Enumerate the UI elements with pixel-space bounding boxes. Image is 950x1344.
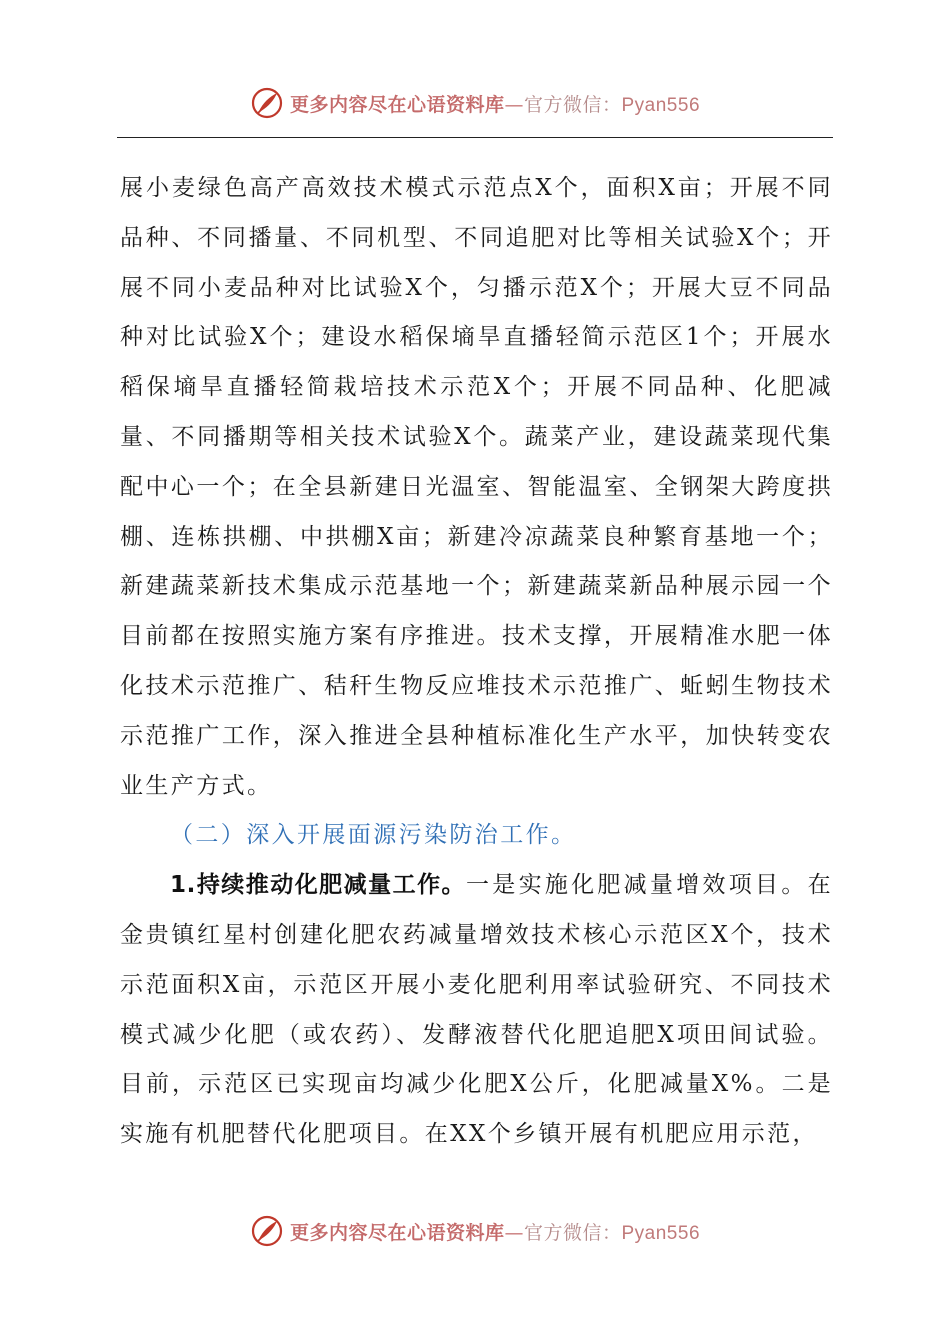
body-paragraph: 展小麦绿色高产高效技术模式示范点X个，面积X亩；开展不同品种、不同播量、不同机型、不同追肥对比等相关试验X个；开展不同小麦品种对比试验X个，匀播示范X个；开展大豆不同品种对比试验X个；建设水稻保墒旱直播轻简示范区1个；开展水稻保墒旱直播轻简栽培技术示范X个；开展不同品种、化肥减量、不同播期等相关技术试验X个。蔬菜产业，建设蔬菜现代集配中心一个；在全县新建日光温室、智能温室、全钢架大跨度拱棚、连栋拱棚、中拱棚X亩；新建冷凉蔬菜良种繁育基地一个；新建蔬菜新技术集成示范基地一个；新建蔬菜新品种展示园一个目前都在按照实施方案有序推进。技术支撑，开展精准水肥一体化技术示范推广、秸秆生物反应堆技术示范推广、蚯蚓生物技术示范推广工作，深入推进全县种植标准化生产水平，加快转变农业生产方式。 [120, 175, 833, 799]
banner-text [290, 90, 700, 117]
banner-text [290, 1218, 700, 1245]
banner-wechat-label: 官方微信： [523, 1221, 622, 1244]
banner-brand: 更多内容尽在心语资料库 [289, 93, 505, 116]
numbered-item-paragraph [120, 861, 833, 1160]
quill-logo-icon [250, 1214, 284, 1248]
header-banner [0, 83, 950, 123]
banner-wechat-id: Pyan556 [621, 1222, 701, 1244]
document-body [120, 164, 833, 1160]
banner-dash: — [504, 1221, 524, 1244]
section-heading: （二）深入开展面源污染防治工作。 [170, 822, 577, 849]
banner-wechat-id: Pyan556 [621, 94, 701, 116]
banner-brand: 更多内容尽在心语资料库 [289, 1221, 505, 1244]
header-divider [117, 137, 833, 138]
banner-wechat-label: 官方微信： [523, 93, 622, 116]
footer-banner [0, 1211, 950, 1251]
quill-logo-icon [250, 86, 284, 120]
item-lead-title: 1.持续推动化肥减量工作。 [170, 872, 467, 899]
item-body-text: 一是实施化肥减量增效项目。在金贵镇红星村创建化肥农药减量增效技术核心示范区X个，技术示范面积X亩，示范区开展小麦化肥利用率试验研究、不同技术模式减少化肥（或农药）、发酵液替代化肥追肥X项田间试验。目前，示范区已实现亩均减少化肥X公斤，化肥减量X%。二是实施有机肥替代化肥项目。在XX个乡镇开展有机肥应用示范， [120, 872, 833, 1148]
banner-dash: — [504, 93, 524, 116]
